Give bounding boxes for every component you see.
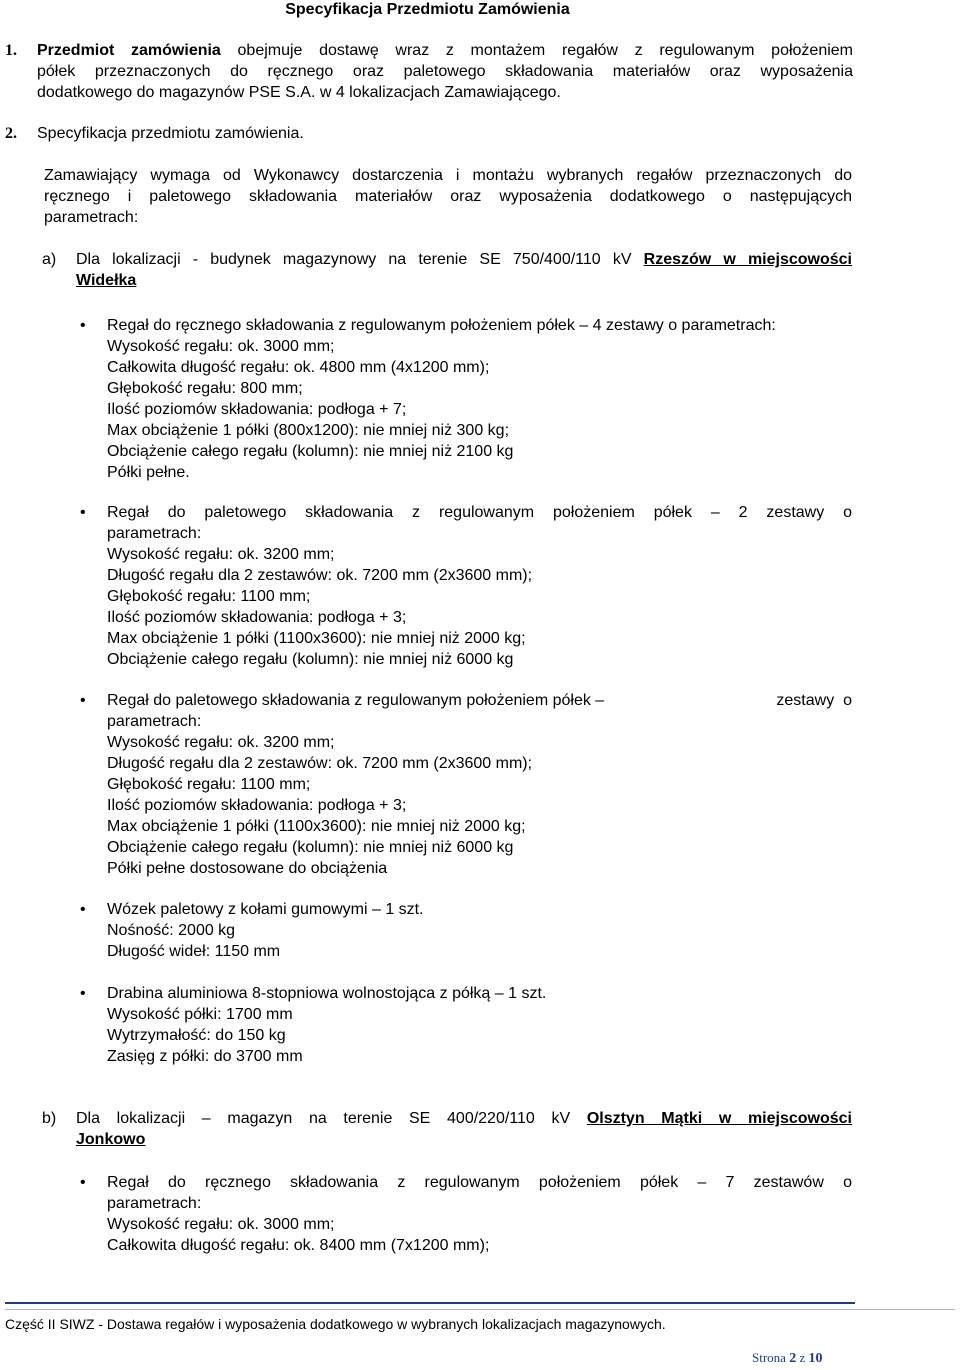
footer-divider-shadow [5,1309,955,1310]
section-b-location: Olsztyn Mątki w miejscowości [586,1110,852,1127]
bullet-icon: • [80,504,86,521]
point-1-line-3: dodatkowego do magazynów PSE S.A. w 4 lokalizacjach Zamawiającego. [37,84,561,101]
point-2-text: Specyfikacja przedmiotu zamówienia. [37,125,304,142]
section-a-location-line-2: Widełka [76,272,137,289]
point-1-number: 1. [5,42,17,59]
section-a-heading: Dla lokalizacji - budynek magazynowy na terenie SE 750/400/110 kV Rzeszów w miejscowości Widełka [76,251,852,289]
page-number: Strona 2 z 10 [752,1350,823,1366]
point-2-number: 2. [5,125,17,142]
list-item-heading: Regał do paletowego składowania z regulowanym położeniem półek – 2 zestawy o [107,504,852,521]
section-a-label: a) [42,251,57,268]
list-item-heading: Regał do ręcznego składowania z regulowanym położeniem półek – 7 zestawów o [107,1174,852,1191]
list-item-heading: Regał do paletowego składowania z regulowanym położeniem półek – zestawy o [107,692,852,709]
bullet-icon: • [80,1174,86,1191]
bullet-icon: • [80,901,86,918]
point-1-line-2: półek przeznaczonych do ręcznego oraz paletowego składowania materiałów oraz wyposażenia [37,63,853,80]
list-item: Regał do ręcznego składowania z regulowanym położeniem półek – 4 zestawy o parametrach: Wysokość regału: ok. 3000 mm; Całkowita długość regału: ok. 4800 mm (4x1200 mm); Głębokość regału: 800 mm; Ilość poziomów składowania: podłoga + 7; Max obciążenie 1 półki (800x1200): nie mniej niż 300 kg; Obciążenie całego regału (kolumn): nie mniej niż 2100 kg Półki pełne. [107,315,852,483]
list-item-heading: Wózek paletowy z kołami gumowymi – 1 szt. [107,901,424,918]
list-item: Wózek paletowy z kołami gumowymi – 1 szt. Nośność: 2000 kg Długość wideł: 1150 mm [107,899,852,962]
section-b-heading: Dla lokalizacji – magazyn na terenie SE 400/220/110 kV Olsztyn Mątki w miejscowości Jonkowo [76,1110,852,1148]
bullet-icon: • [80,692,86,709]
section-a-location: Rzeszów w miejscowości [643,251,852,268]
bullet-icon: • [80,317,86,334]
footer-divider [5,1302,855,1304]
list-item: Drabina aluminiowa 8-stopniowa wolnostojąca z półką – 1 szt. Wysokość półki: 1700 mm Wytrzymałość: do 150 kg Zasięg z półki: do 3700 mm [107,983,852,1067]
list-item-heading: Drabina aluminiowa 8-stopniowa wolnostojąca z półką – 1 szt. [107,985,547,1002]
list-item: Regał do paletowego składowania z regulowanym położeniem półek – zestawy o parametrach: Wysokość regału: ok. 3200 mm; Długość regału dla 2 zestawów: ok. 7200 mm (2x3600 mm); Głębokość regału: 1100 mm; Ilość poziomów składowania: podłoga + 3; Max obciążenie 1 półki (1100x3600): nie mniej niż 2000 kg; Obciążenie całego regału (kolumn): nie mniej niż 6000 kg Półki pełne dostosowane do obciążenia [107,692,852,877]
section-b-location-line-2: Jonkowo [76,1131,146,1148]
bullet-icon: • [80,985,86,1002]
intro-paragraph: Zamawiający wymaga od Wykonawcy dostarczenia i montażu wybranych regałów przeznaczonych do ręcznego i paletowego składowania materiałów oraz wyposażenia dodatkowego o następujących parametrach: [44,167,852,226]
point-1-bold: Przedmiot zamówienia [37,42,221,59]
footer-text: Część II SIWZ - Dostawa regałów i wyposażenia dodatkowego w wybranych lokalizacjach magazynowych. [5,1316,666,1332]
list-item-heading: Regał do ręcznego składowania z regulowanym położeniem półek – 4 zestawy o parametrach: [107,317,776,334]
section-b-label: b) [42,1110,57,1127]
list-item: Regał do ręcznego składowania z regulowanym położeniem półek – 7 zestawów o parametrach: Wysokość regału: ok. 3000 mm; Całkowita długość regału: ok. 8400 mm (7x1200 mm); [107,1174,852,1254]
point-1-line-1: Przedmiot zamówienia obejmuje dostawę wraz z montażem regałów z regulowanym położeniem [37,42,854,59]
page-title: Specyfikacja Przedmiotu Zamówienia [285,1,570,18]
list-item: Regał do paletowego składowania z regulowanym położeniem półek – 2 zestawy o parametrach: Wysokość regału: ok. 3200 mm; Długość regału dla 2 zestawów: ok. 7200 mm (2x3600 mm); Głębokość regału: 1100 mm; Ilość poziomów składowania: podłoga + 3; Max obciążenie 1 półki (1100x3600): nie mniej niż 2000 kg; Obciążenie całego regału (kolumn): nie mniej niż 6000 kg [107,504,852,668]
